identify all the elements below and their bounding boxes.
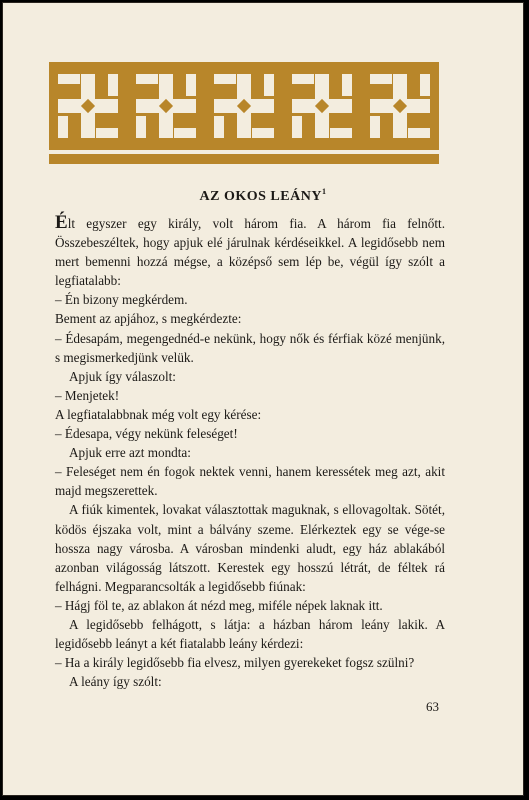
paragraph — [55, 424, 445, 443]
paragraph-text: – Hágj föl te, az ablakon át nézd meg, miféle népek laknak itt. — [55, 597, 383, 613]
paragraph-text: Apjuk erre azt mondta: — [69, 445, 191, 461]
page-number: 63 — [426, 699, 439, 714]
ornament-motif-segment — [370, 74, 392, 84]
paragraph — [55, 386, 445, 405]
paragraph-text: lt egyszer egy király, volt három fia. A három fia felnőtt. Összebeszéltek, hogy apjuk elé járulnak kérdéseikkel. A legidősebb nem mert bemenni hozzá mégse, a középső sem lép be, végül így szólt a legfiatalabb: — [55, 216, 445, 289]
paragraph-text: A fiúk kimentek, lovakat választottak maguknak, s ellovagoltak. Sötét, ködös éjszaka volt, mint a bálvány szeme. Elérkeztek egy se vége-se hossza nagy városba. A városban mindenki aludt, egy ház ablakából azonban világosság látszott. Kerestek egy hosszú létrát, de féltek rá felhágni. Megparancsolták a legidősebb fiúnak: — [55, 502, 445, 594]
book-page — [2, 2, 524, 796]
ornament-motif-segment — [58, 74, 80, 84]
ornament-motif-segment — [264, 74, 274, 96]
ornament-motif-segment — [252, 128, 274, 138]
paragraph — [55, 367, 445, 386]
paragraph — [55, 596, 445, 615]
story-title: AZ OKOS LEÁNY$^1$ — [199, 187, 327, 204]
ornament-motif-segment — [214, 74, 236, 84]
ornament-motif-segment — [292, 116, 302, 138]
paragraph — [55, 443, 445, 462]
paragraph-text: A legfiatalabbnak még volt egy kérése: — [55, 406, 262, 422]
paragraph-text: – Ha a király legidősebb fia elvesz, milyen gyerekeket fogsz szülni? — [55, 655, 415, 671]
paragraph — [55, 329, 445, 367]
ornament-motif-segment — [330, 128, 352, 138]
ornament-motif-segment — [420, 74, 430, 96]
paragraph — [55, 213, 445, 290]
paragraph-text: – Menjetek! — [55, 387, 120, 403]
paragraph — [55, 672, 445, 691]
paragraph-text: Apjuk így válaszolt: — [69, 368, 176, 384]
paragraph-text: – Én bizony megkérdem. — [55, 292, 188, 308]
ornament-motif-segment — [370, 116, 380, 138]
ornament-motif-segment — [186, 74, 196, 96]
paragraph — [55, 290, 445, 309]
ornament-motif-segment — [108, 74, 118, 96]
paragraph-text: A leány így szólt: — [69, 674, 162, 690]
story-text — [55, 213, 445, 691]
decorative-ornament-band — [49, 62, 439, 164]
paragraph — [55, 653, 445, 672]
paragraph — [55, 405, 445, 424]
ornament-motif-segment — [214, 116, 224, 138]
paragraph-text: – Édesapám, megengednéd-e nekünk, hogy nők és férfiak közé menjünk, s megismerkedjünk velük. — [55, 330, 445, 365]
ornament-motif-segment — [174, 128, 196, 138]
paragraph-text: A legidősebb felhágott, s látja: a házban három leány lakik. A legidősebb leányt a két fiatalabb leány kérdezi: — [55, 616, 445, 652]
paragraph — [55, 615, 445, 653]
ornament-motif-segment — [342, 74, 352, 96]
ornament-motif-segment — [136, 116, 146, 138]
paragraph-text: – Feleséget nem én fogok nektek venni, hanem keressétek meg azt, akit majd megszerettek. — [55, 464, 445, 499]
ornament-motif-segment — [292, 74, 314, 84]
paragraph — [55, 500, 445, 595]
ornament-motif-segment — [136, 74, 158, 84]
paragraph — [55, 309, 445, 328]
footnote-mark: 1 — [321, 187, 327, 196]
paragraph-text: Bement az apjához, s megkérdezte: — [55, 311, 242, 327]
ornament-motif-segment — [58, 116, 68, 138]
drop-cap: É — [55, 212, 68, 233]
ornament-motif-segment — [408, 128, 430, 138]
ornament-motif-segment — [96, 128, 118, 138]
paragraph-text: – Édesapa, végy nekünk feleséget! — [55, 426, 238, 442]
paragraph — [55, 462, 445, 500]
